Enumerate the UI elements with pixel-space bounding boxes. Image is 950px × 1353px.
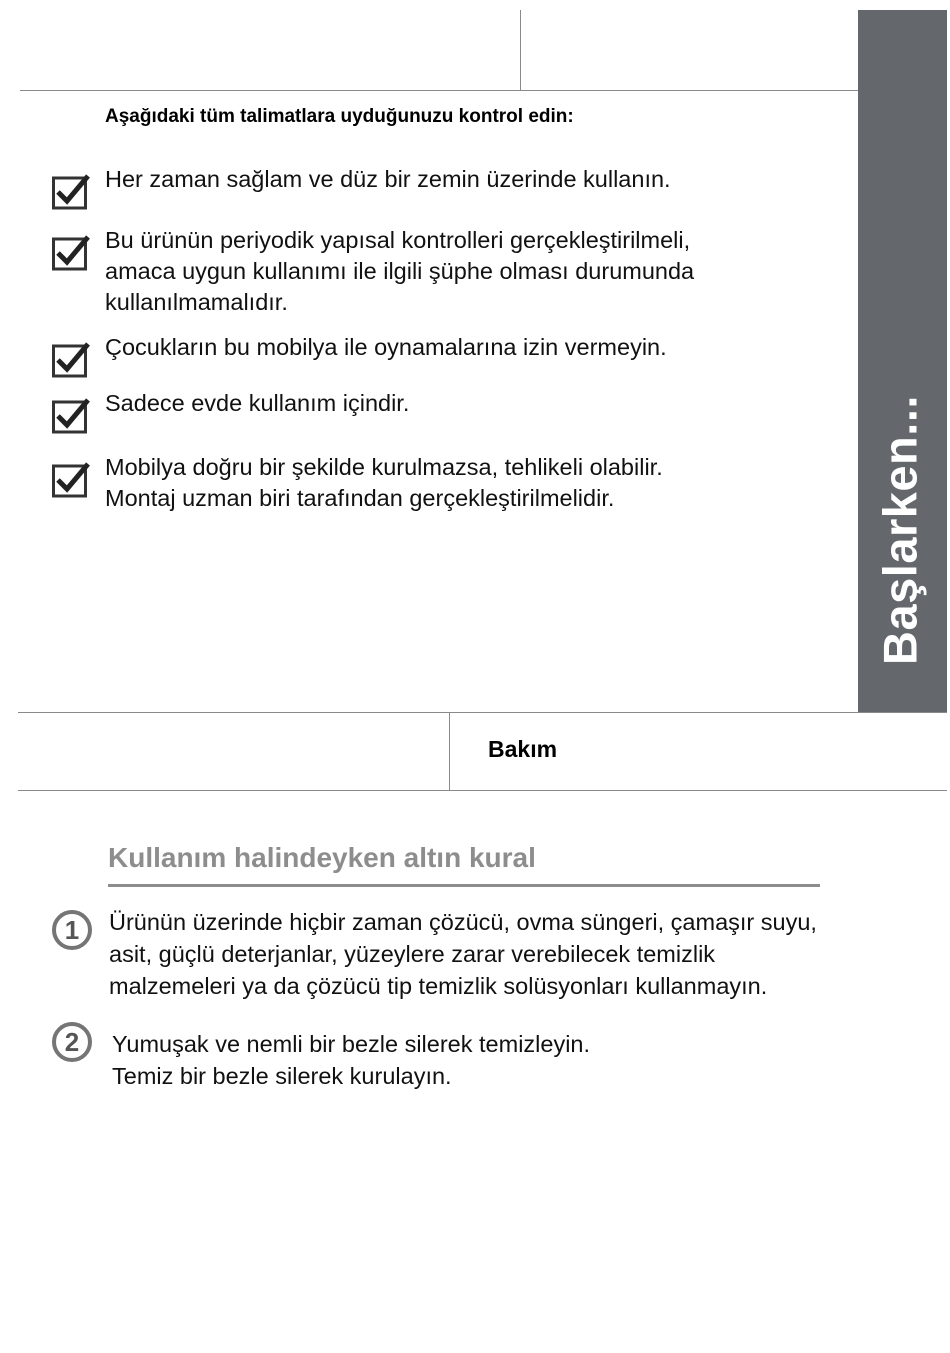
rule-text-line: Temiz bir bezle silerek kurulayın.: [112, 1063, 452, 1089]
rule-title: Kullanım halindeyken altın kural: [108, 842, 536, 873]
middle-top-rule: [18, 712, 947, 713]
checklist-text-line: amaca uygun kullanımı ile ilgili şüphe olması durumunda: [105, 258, 695, 284]
side-tab-label: Başlarken...: [873, 395, 927, 665]
instruction-heading: Aşağıdaki tüm talimatlara uyduğunuzu kontrol edin:: [105, 106, 574, 127]
checklist-text-line: Çocukların bu mobilya ile oynamalarına izin vermeyin.: [105, 334, 667, 360]
numbered-circle-icon: 2: [52, 1022, 92, 1062]
middle-vertical-divider: [449, 712, 450, 790]
top-vertical-divider: [520, 10, 521, 90]
checklist-text-line: Montaj uzman biri tarafından gerçekleştirilmelidir.: [105, 485, 615, 511]
section-label: Bakım: [488, 736, 558, 762]
checked-box-icon: [52, 340, 90, 378]
rule-title-underline: [108, 884, 820, 887]
checklist-text-line: Mobilya doğru bir şekilde kurulmazsa, tehlikeli olabilir.: [105, 454, 663, 480]
checklist-text-line: Her zaman sağlam ve düz bir zemin üzerinde kullanın.: [105, 166, 671, 192]
top-horizontal-rule: [20, 90, 858, 91]
numbered-circle-icon: 1: [52, 910, 92, 950]
checked-box-icon: [52, 460, 90, 498]
rule-text-line: malzemeleri ya da çözücü tip temizlik solüsyonları kullanmayın.: [109, 973, 768, 999]
checklist-text-line: Bu ürünün periyodik yapısal kontrolleri gerçekleştirilmeli,: [105, 227, 691, 253]
rule-text-line: Ürünün üzerinde hiçbir zaman çözücü, ovma süngeri, çamaşır suyu,: [109, 909, 817, 935]
rule-text-line: asit, güçlü deterjanlar, yüzeylere zarar verebilecek temizlik: [109, 941, 716, 967]
checked-box-icon: [52, 172, 90, 210]
checked-box-icon: [52, 396, 90, 434]
rule-text-line: Yumuşak ve nemli bir bezle silerek temizleyin.: [112, 1031, 591, 1057]
middle-bottom-rule: [18, 790, 947, 791]
checklist-text-line: kullanılmamalıdır.: [105, 289, 288, 315]
checked-box-icon: [52, 233, 90, 271]
checklist-text-line: Sadece evde kullanım içindir.: [105, 390, 410, 416]
